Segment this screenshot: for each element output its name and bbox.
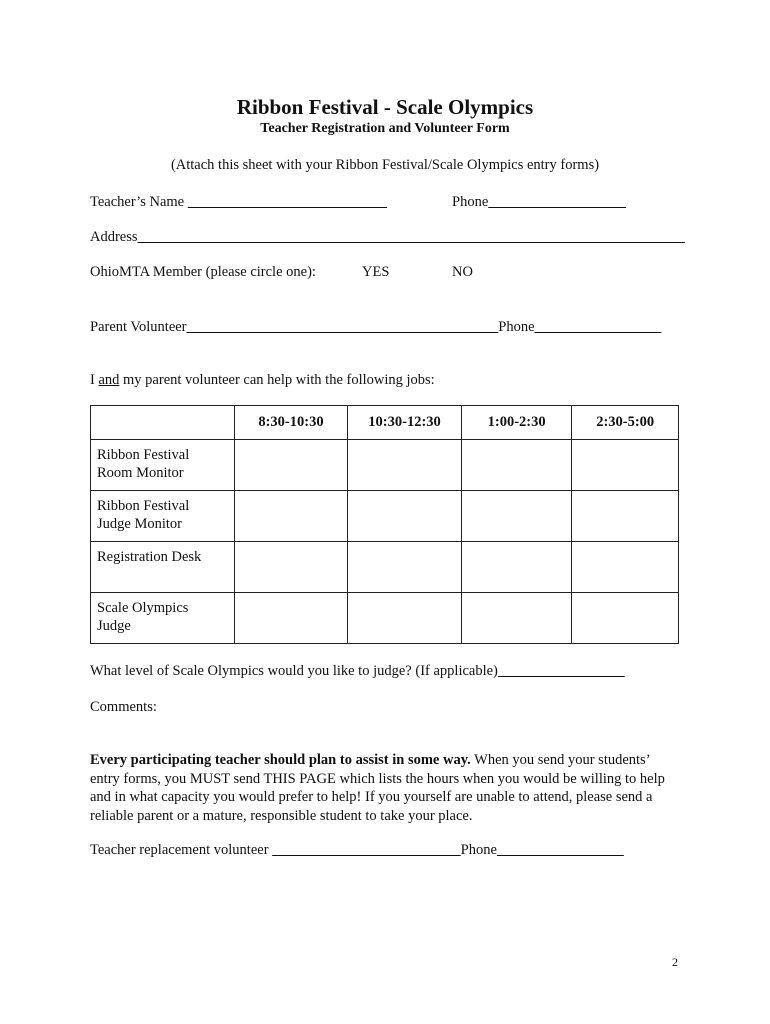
column-header: 8:30-10:30 <box>234 406 348 440</box>
address-label: Address <box>90 229 138 245</box>
checkbox-cell[interactable] <box>234 593 348 644</box>
checkbox-cell[interactable] <box>348 491 462 542</box>
judge-level-question: What level of Scale Olympics would you like to judge? (If applicable) <box>90 663 498 679</box>
member-no-option[interactable]: NO <box>452 264 473 280</box>
table-row <box>91 440 679 491</box>
table-row <box>91 542 679 593</box>
judge-level-field[interactable] <box>498 663 625 679</box>
replacement-phone-label: Phone <box>460 842 497 858</box>
replacement-field[interactable] <box>272 842 461 858</box>
replacement-label: Teacher replacement volunteer <box>90 842 269 858</box>
teacher-phone-row <box>452 193 626 211</box>
checkbox-cell[interactable] <box>572 593 679 644</box>
table-row <box>91 491 679 542</box>
teacher-phone-field[interactable] <box>488 194 626 210</box>
form-subtitle: Teacher Registration and Volunteer Form <box>260 121 510 136</box>
checkbox-cell[interactable] <box>348 542 462 593</box>
checkbox-cell[interactable] <box>234 542 348 593</box>
address-row <box>90 228 685 246</box>
parent-phone-label: Phone <box>498 319 535 335</box>
checkbox-cell[interactable] <box>348 440 462 491</box>
attach-note: (Attach this sheet with your Ribbon Festival/Scale Olympics entry forms) <box>170 157 600 173</box>
teacher-name-field[interactable] <box>188 194 387 210</box>
comments-label: Comments: <box>90 699 157 715</box>
checkbox-cell[interactable] <box>572 440 679 491</box>
teacher-phone-label: Phone <box>452 194 489 210</box>
page-number: 2 <box>672 955 678 969</box>
parent-volunteer-field[interactable] <box>187 319 499 335</box>
checkbox-cell[interactable] <box>234 491 348 542</box>
parent-phone-field[interactable] <box>535 319 662 335</box>
table-row <box>91 593 679 644</box>
member-label: OhioMTA Member (please circle one): <box>90 264 316 280</box>
jobs-intro-suffix: my parent volunteer can help with the following jobs: <box>119 372 435 388</box>
form-title: Ribbon Festival - Scale Olympics <box>236 95 534 119</box>
table-corner-cell <box>91 406 235 440</box>
checkbox-cell[interactable] <box>572 542 679 593</box>
checkbox-cell[interactable] <box>572 491 679 542</box>
checkbox-cell[interactable] <box>461 491 572 542</box>
column-header: 2:30-5:00 <box>572 406 679 440</box>
judge-level-row <box>90 662 625 680</box>
replacement-phone-field[interactable] <box>497 842 624 858</box>
checkbox-cell[interactable] <box>234 440 348 491</box>
column-header: 1:00-2:30 <box>461 406 572 440</box>
jobs-table <box>90 405 679 644</box>
jobs-intro <box>90 371 435 389</box>
row-label: Scale Olympics Judge <box>91 593 235 644</box>
teacher-name-row <box>90 193 387 211</box>
instructions-paragraph <box>90 751 680 825</box>
jobs-intro-prefix: I <box>90 372 99 388</box>
jobs-intro-and: and <box>98 372 120 388</box>
row-label: Registration Desk <box>91 542 235 593</box>
parent-volunteer-row <box>90 318 661 336</box>
table-header-row <box>91 406 679 440</box>
row-label: Ribbon Festival Room Monitor <box>91 440 235 491</box>
checkbox-cell[interactable] <box>461 593 572 644</box>
instructions-text: When you send your students’ entry forms, you MUST send THIS PAGE which lists the hours when you would be willing to help and in what capacity you would prefer to help! If you yourself are unable to attend, please send a reliable parent or a mature, responsible student to take your place. <box>90 752 665 824</box>
checkbox-cell[interactable] <box>348 593 462 644</box>
parent-volunteer-label: Parent Volunteer <box>90 319 187 335</box>
member-yes-option[interactable]: YES <box>362 264 390 280</box>
column-header: 10:30-12:30 <box>348 406 462 440</box>
row-label: Ribbon Festival Judge Monitor <box>91 491 235 542</box>
address-field[interactable] <box>138 229 685 245</box>
replacement-row <box>90 841 624 859</box>
checkbox-cell[interactable] <box>461 542 572 593</box>
instructions-bold: Every participating teacher should plan to assist in some way. <box>90 752 471 768</box>
checkbox-cell[interactable] <box>461 440 572 491</box>
teacher-name-label: Teacher’s Name <box>90 194 185 210</box>
